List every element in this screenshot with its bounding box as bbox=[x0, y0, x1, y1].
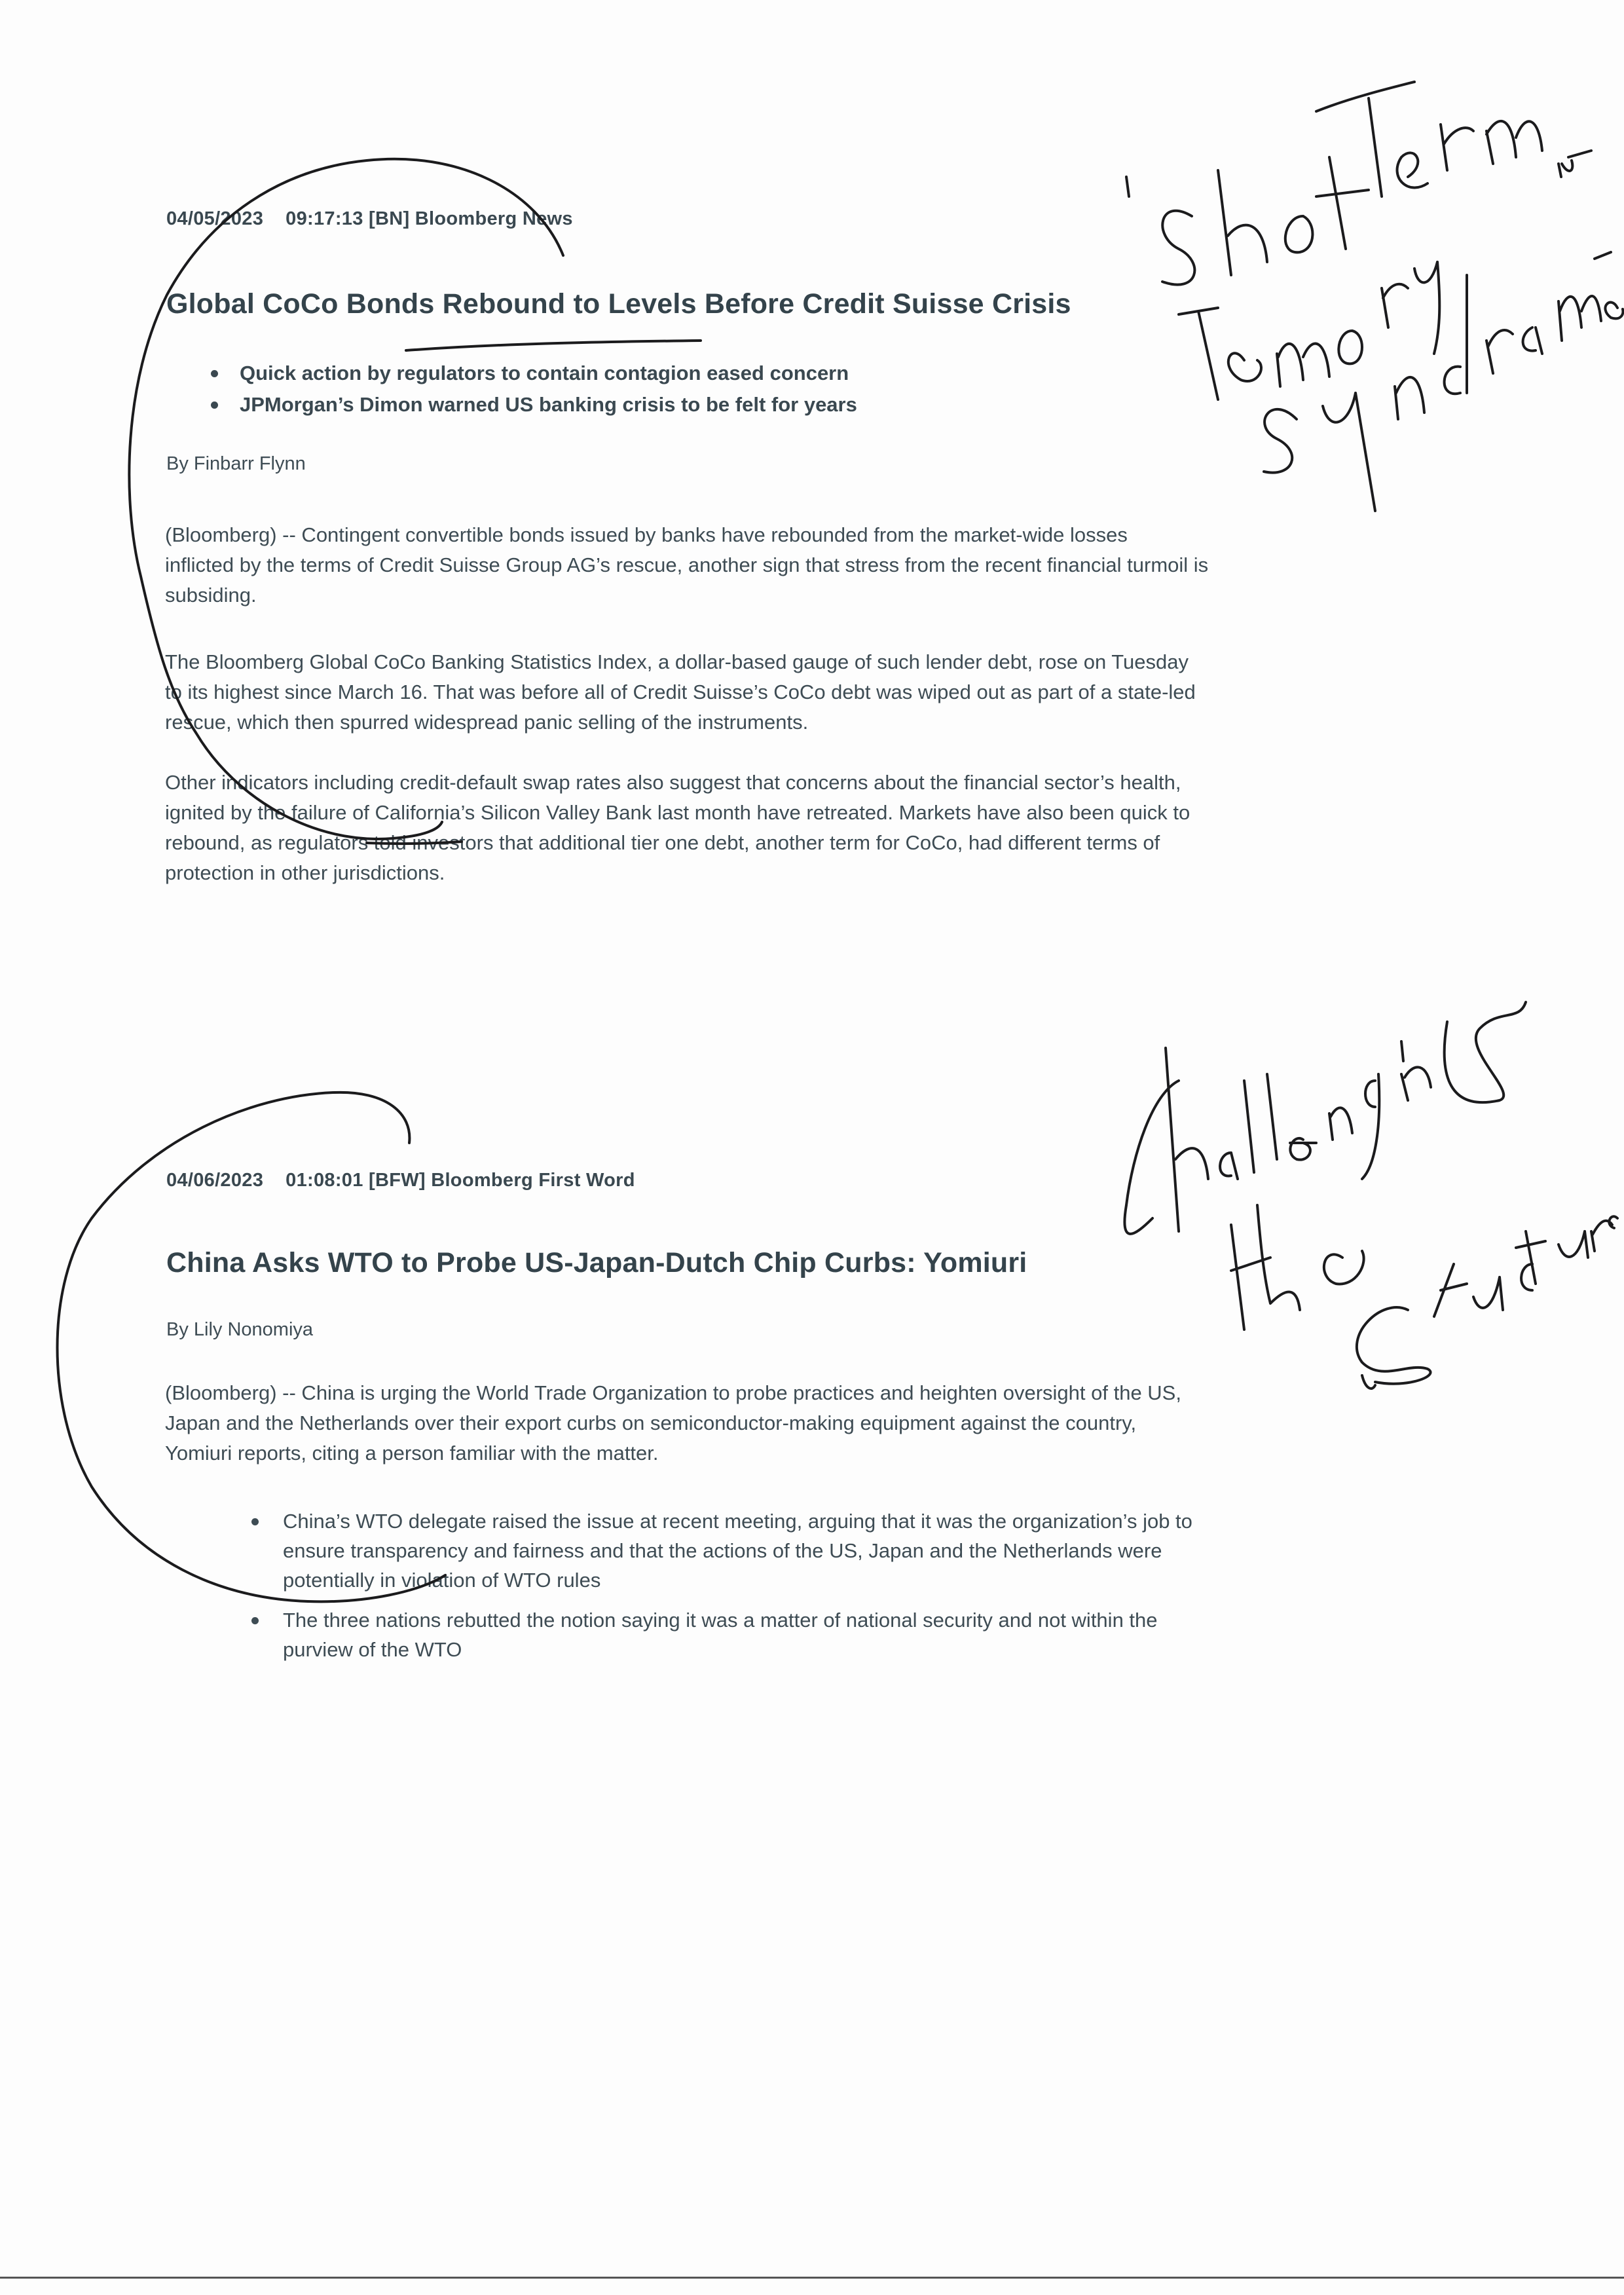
bullet-line: ensure transparency and fairness and that the actions of the US, Japan and the Netherlands were bbox=[283, 1539, 1162, 1562]
article-2-date: 04/06/2023 bbox=[166, 1170, 264, 1191]
article-1-time-source: 09:17:13 [BN] Bloomberg News bbox=[286, 208, 573, 229]
paragraph-line: ignited by the failure of California’s Silicon Valley Bank last month have retreated. Markets have also been quick to bbox=[165, 801, 1190, 824]
article-2-paragraph-1 bbox=[165, 1378, 1363, 1468]
paragraph-line: Japan and the Netherlands over their export curbs on semiconductor-making equipment against the country, bbox=[165, 1411, 1137, 1434]
article-1-summary-bullets bbox=[196, 358, 857, 420]
paragraph-line: Other indicators including credit-default swap rates also suggest that concerns about the financial sector’s health, bbox=[165, 771, 1181, 794]
article-2-time-source: 01:08:01 [BFW] Bloomberg First Word bbox=[286, 1170, 635, 1191]
summary-bullet: Quick action by regulators to contain contagion eased concern bbox=[196, 358, 857, 389]
article-2-headline: China Asks WTO to Probe US-Japan-Dutch Chip Curbs: Yomiuri bbox=[166, 1247, 1027, 1278]
paragraph-line: protection in other jurisdictions. bbox=[165, 861, 445, 884]
paragraph-line: The Bloomberg Global CoCo Banking Statistics Index, a dollar-based gauge of such lender debt, rose on Tuesday bbox=[165, 650, 1189, 673]
ink-underline-headline bbox=[406, 341, 701, 350]
paragraph-line: rescue, which then spurred widespread panic selling of the instruments. bbox=[165, 711, 809, 734]
paragraph-line: to its highest since March 16. That was before all of Credit Suisse’s CoCo debt was wiped out as part of a state-led bbox=[165, 681, 1196, 703]
detail-bullet bbox=[248, 1506, 1361, 1595]
bullet-line: purview of the WTO bbox=[283, 1638, 462, 1661]
summary-bullet: JPMorgan’s Dimon warned US banking crisis to be felt for years bbox=[196, 389, 857, 420]
article-1-paragraph-1 bbox=[165, 520, 1363, 610]
bullet-line: potentially in violation of WTO rules bbox=[283, 1569, 601, 1592]
paragraph-line: subsiding. bbox=[165, 584, 257, 606]
handwritten-note-challenging bbox=[1124, 1002, 1617, 1389]
paragraph-line: inflicted by the terms of Credit Suisse Group AG’s rescue, another sign that stress from the recent financial turmoil is bbox=[165, 553, 1209, 576]
article-2-dateline bbox=[166, 1170, 657, 1191]
paragraph-line: Yomiuri reports, citing a person familiar with the matter. bbox=[165, 1442, 659, 1465]
handwritten-note-short-term bbox=[1126, 82, 1623, 511]
detail-bullet bbox=[248, 1605, 1361, 1664]
article-2-detail-bullets bbox=[248, 1506, 1361, 1675]
article-1-date: 04/05/2023 bbox=[166, 208, 264, 229]
bottom-rule bbox=[0, 2277, 1624, 2279]
bullet-line: The three nations rebutted the notion saying it was a matter of national security and not within the bbox=[283, 1609, 1158, 1632]
article-2-byline: By Lily Nonomiya bbox=[166, 1319, 314, 1340]
article-1-byline: By Finbarr Flynn bbox=[166, 453, 306, 474]
paragraph-line: (Bloomberg) -- Contingent convertible bonds issued by banks have rebounded from the market-wide losses bbox=[165, 523, 1128, 546]
article-1-paragraph-3 bbox=[165, 768, 1363, 888]
paragraph-line: (Bloomberg) -- China is urging the World Trade Organization to probe practices and heighten oversight of the US, bbox=[165, 1381, 1181, 1404]
bullet-line: China’s WTO delegate raised the issue at recent meeting, arguing that it was the organization’s job to bbox=[283, 1510, 1192, 1533]
article-1-dateline bbox=[166, 208, 595, 230]
article-1-paragraph-2 bbox=[165, 647, 1363, 737]
article-1-headline: Global CoCo Bonds Rebound to Levels Before Credit Suisse Crisis bbox=[166, 288, 1071, 320]
paragraph-line: rebound, as regulators told investors that additional tier one debt, another term for CoCo, had different terms of bbox=[165, 831, 1160, 854]
